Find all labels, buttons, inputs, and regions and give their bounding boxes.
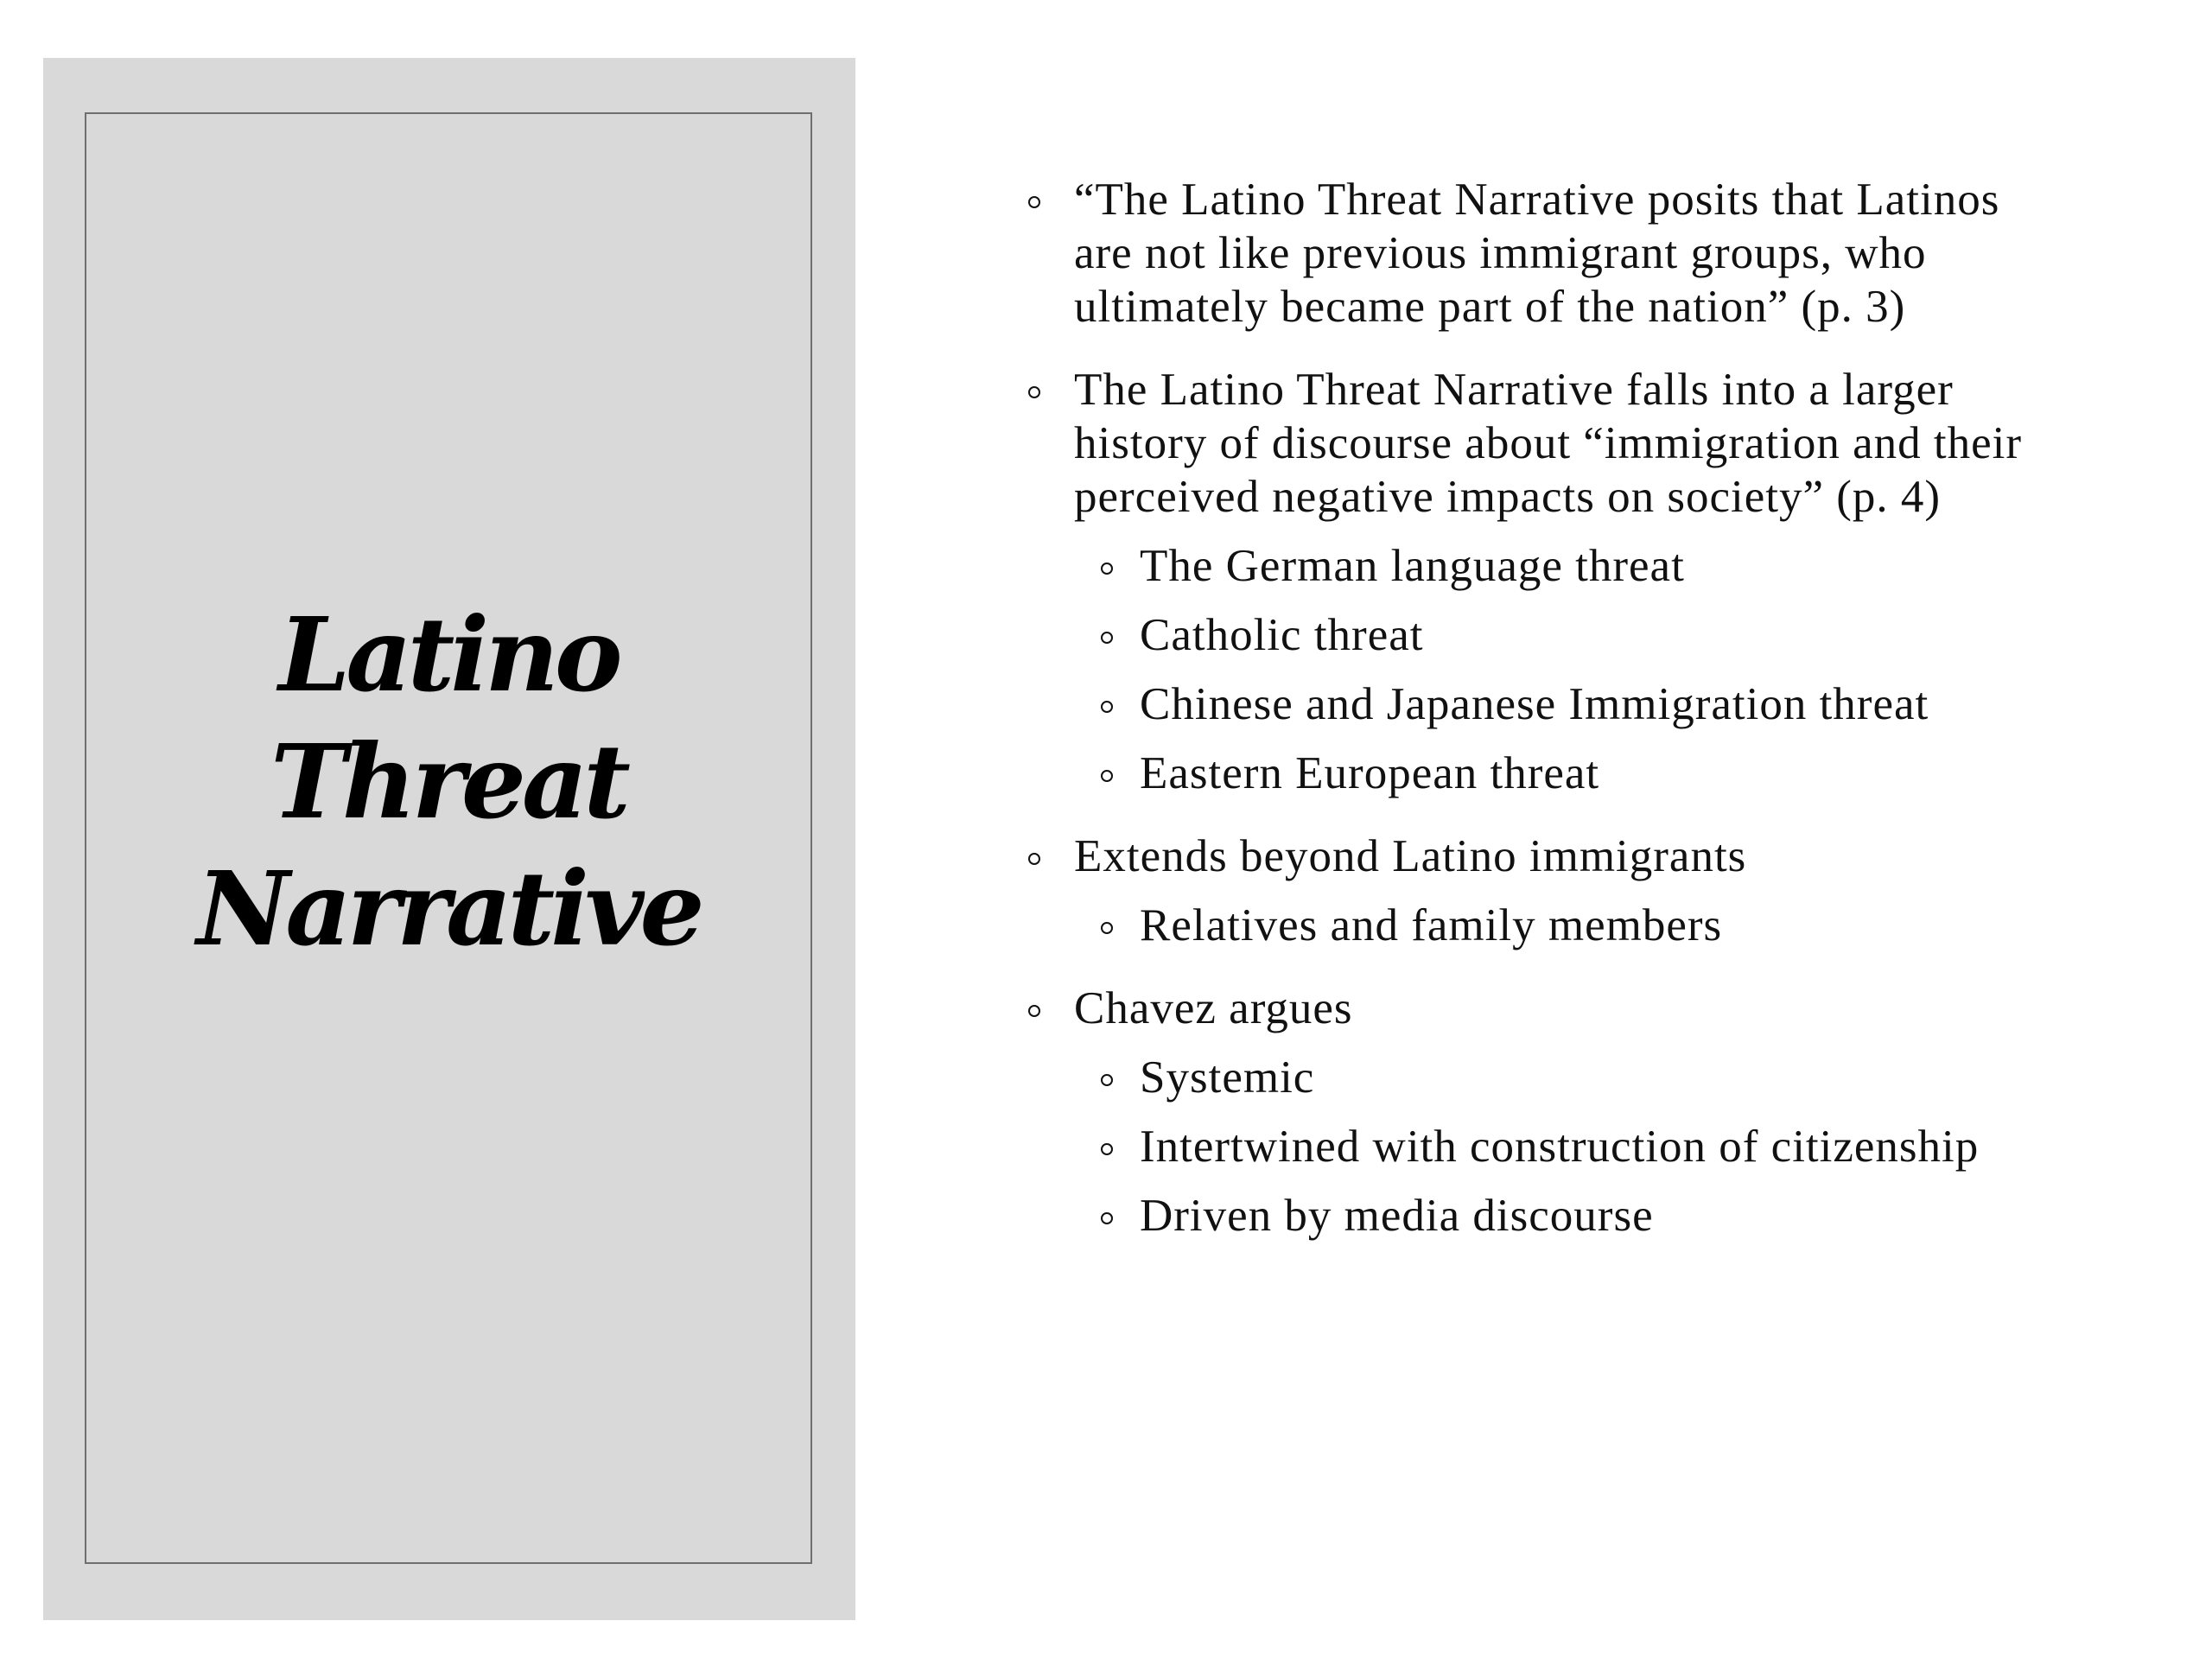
sub-bullet-list (1074, 1051, 2044, 1243)
slide-content (1024, 173, 2044, 1272)
sub-bullet-list (1074, 539, 2044, 800)
sub-bullet-list (1074, 899, 2044, 952)
bullet-text: “The Latino Threat Narrative posits that Latinos are not like previous immigrant groups, who ultimately became part of the nation” (p. 3) (1074, 175, 2000, 332)
sub-bullet-relatives-family: Relatives and family members (1140, 899, 2044, 952)
bullet-text: Extends beyond Latino immigrants (1074, 831, 1747, 881)
sub-bullet-systemic: Systemic (1140, 1051, 2044, 1104)
title-panel (43, 58, 855, 1620)
bullet-history-of-discourse (1024, 363, 2044, 800)
sub-bullet-media-discourse: Driven by media discourse (1140, 1189, 2044, 1243)
sub-bullet-citizenship: Intertwined with construction of citizenship (1140, 1120, 2044, 1173)
bullet-latino-threat-definition (1024, 173, 2044, 334)
bullet-extends-beyond-immigrants (1024, 830, 2044, 952)
sub-bullet-eastern-european-threat: Eastern European threat (1140, 747, 2044, 800)
title-line-2: Threat (270, 721, 626, 842)
sub-bullet-catholic-threat: Catholic threat (1140, 608, 2044, 662)
title-line-1: Latino (278, 594, 619, 715)
slide-title (196, 591, 700, 972)
title-line-3: Narrative (196, 848, 701, 969)
bullet-text: Chavez argues (1074, 983, 1353, 1033)
bullet-list (1024, 173, 2044, 1243)
bullet-text: The Latino Threat Narrative falls into a larger history of discourse about “immigration and their perceived negative impacts on society” (p. 4) (1074, 365, 2022, 522)
sub-bullet-chinese-japanese-immigration-threat: Chinese and Japanese Immigration threat (1140, 677, 2044, 731)
title-frame (85, 112, 812, 1564)
sub-bullet-german-language-threat: The German language threat (1140, 539, 2044, 593)
bullet-chavez-argues (1024, 982, 2044, 1243)
